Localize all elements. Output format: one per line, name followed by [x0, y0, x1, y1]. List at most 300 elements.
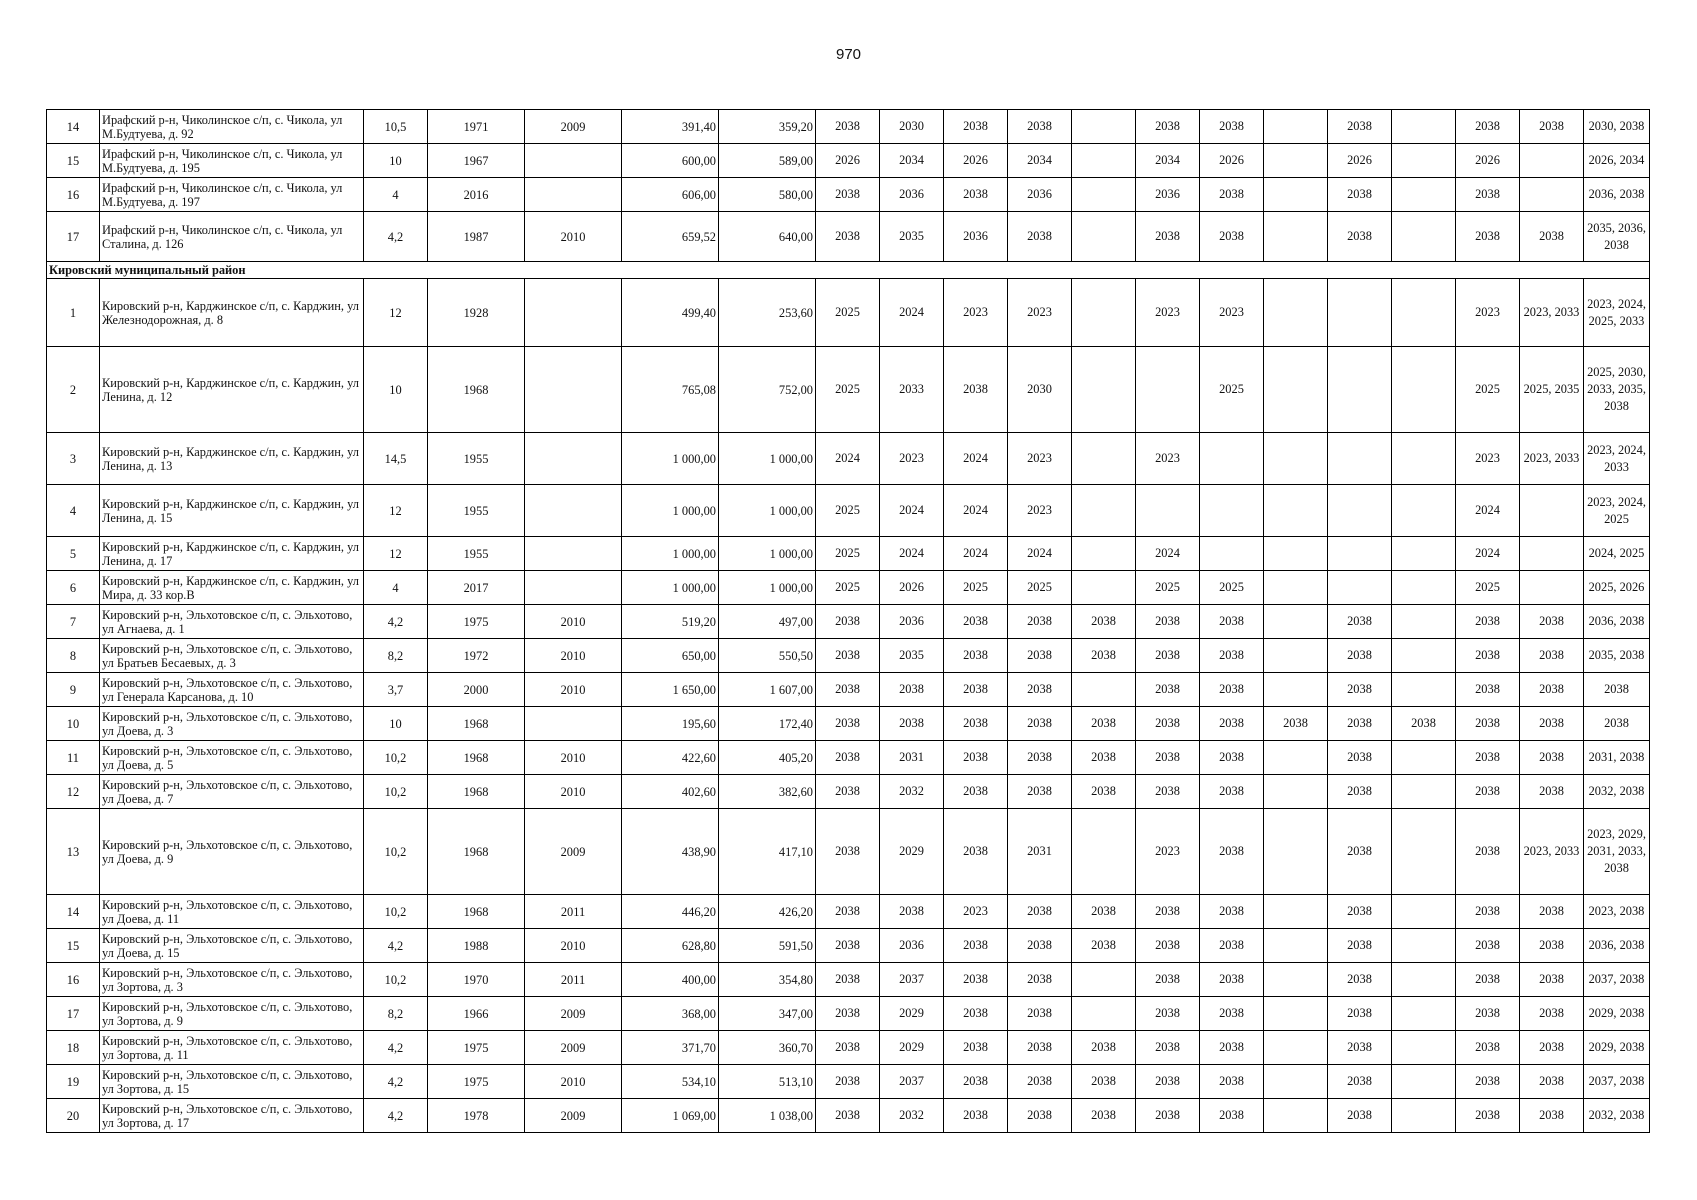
- living-area-cell: 1 000,00: [719, 485, 816, 537]
- work-year-cell: 2038: [1008, 997, 1072, 1031]
- work-year-cell: 2038: [1008, 1031, 1072, 1065]
- work-year-cell: 2038: [1328, 997, 1392, 1031]
- summary-years-cell: 2025, 2026: [1584, 571, 1650, 605]
- work-year-cell: 2038: [1072, 929, 1136, 963]
- work-year-cell: 2038: [816, 1099, 880, 1133]
- work-year-cell: 2025: [816, 537, 880, 571]
- floors-cell: 10,2: [364, 895, 428, 929]
- work-year-cell: 2038: [1456, 178, 1520, 212]
- work-year-cell: 2038: [1328, 809, 1392, 895]
- repair-year-cell: [525, 347, 622, 433]
- work-year-cell: [1264, 775, 1328, 809]
- table-row: [47, 1065, 1650, 1099]
- repair-year-cell: [525, 537, 622, 571]
- built-year-cell: 1972: [428, 639, 525, 673]
- work-year-cell: [1392, 279, 1456, 347]
- work-year-cell: 2038: [816, 929, 880, 963]
- built-year-cell: 1955: [428, 485, 525, 537]
- work-year-cell: 2038: [1200, 707, 1264, 741]
- repair-year-cell: 2011: [525, 963, 622, 997]
- work-year-cell: 2023: [1008, 433, 1072, 485]
- floors-cell: 12: [364, 485, 428, 537]
- work-year-cell: 2024: [880, 279, 944, 347]
- living-area-cell: 497,00: [719, 605, 816, 639]
- summary-years-cell: 2032, 2038: [1584, 775, 1650, 809]
- summary-years-cell: 2037, 2038: [1584, 963, 1650, 997]
- work-year-cell: 2025: [1456, 571, 1520, 605]
- work-year-cell: 2038: [816, 178, 880, 212]
- work-year-cell: [1392, 1099, 1456, 1133]
- housing-repair-table: [46, 109, 1650, 1133]
- section-row: [47, 262, 1650, 279]
- floors-cell: 10: [364, 707, 428, 741]
- summary-years-cell: 2023, 2024, 2033: [1584, 433, 1650, 485]
- work-year-cell: 2026: [1456, 144, 1520, 178]
- work-year-cell: 2038: [1136, 775, 1200, 809]
- repair-year-cell: [525, 571, 622, 605]
- work-year-cell: 2038: [1200, 1099, 1264, 1133]
- table-row: [47, 741, 1650, 775]
- work-year-cell: [1392, 347, 1456, 433]
- work-year-cell: [1392, 997, 1456, 1031]
- work-year-cell: [1392, 963, 1456, 997]
- table-row: [47, 212, 1650, 262]
- work-year-cell: [1392, 485, 1456, 537]
- work-year-cell: [1328, 537, 1392, 571]
- work-year-cell: [1264, 178, 1328, 212]
- address-cell: Кировский р-н, Эльхотовское с/п, с. Эльхотово, ул Доева, д. 15: [100, 929, 364, 963]
- work-year-cell: 2029: [880, 997, 944, 1031]
- work-year-cell: 2026: [880, 571, 944, 605]
- work-year-cell: 2038: [1136, 212, 1200, 262]
- total-area-cell: 368,00: [622, 997, 719, 1031]
- work-year-cell: 2036: [880, 929, 944, 963]
- work-year-cell: 2038: [1392, 707, 1456, 741]
- built-year-cell: 1978: [428, 1099, 525, 1133]
- living-area-cell: 354,80: [719, 963, 816, 997]
- work-year-cell: [1392, 673, 1456, 707]
- work-year-cell: 2024: [1456, 485, 1520, 537]
- work-year-cell: 2038: [1456, 1031, 1520, 1065]
- work-year-cell: 2024: [880, 537, 944, 571]
- living-area-cell: 513,10: [719, 1065, 816, 1099]
- floors-cell: 10,5: [364, 110, 428, 144]
- repair-year-cell: 2009: [525, 1099, 622, 1133]
- living-area-cell: 591,50: [719, 929, 816, 963]
- work-year-cell: 2036: [944, 212, 1008, 262]
- address-cell: Кировский р-н, Эльхотовское с/п, с. Эльхотово, ул Братьев Бесаевых, д. 3: [100, 639, 364, 673]
- repair-year-cell: 2010: [525, 741, 622, 775]
- row-number: 11: [47, 741, 100, 775]
- floors-cell: 10: [364, 347, 428, 433]
- work-year-cell: [1328, 485, 1392, 537]
- work-year-cell: 2038: [1072, 895, 1136, 929]
- row-number: 4: [47, 485, 100, 537]
- work-year-cell: 2038: [816, 997, 880, 1031]
- work-year-cell: [1072, 178, 1136, 212]
- floors-cell: 10: [364, 144, 428, 178]
- work-year-cell: 2038: [1136, 1031, 1200, 1065]
- work-year-cell: [1264, 997, 1328, 1031]
- work-year-cell: 2025: [816, 571, 880, 605]
- floors-cell: 10,2: [364, 741, 428, 775]
- total-area-cell: 400,00: [622, 963, 719, 997]
- table-row: [47, 1031, 1650, 1065]
- built-year-cell: 1968: [428, 347, 525, 433]
- work-year-cell: 2038: [1136, 1065, 1200, 1099]
- repair-year-cell: [525, 279, 622, 347]
- work-year-cell: 2038: [1520, 1065, 1584, 1099]
- summary-years-cell: 2023, 2024, 2025: [1584, 485, 1650, 537]
- repair-year-cell: 2009: [525, 997, 622, 1031]
- work-year-cell: 2038: [944, 929, 1008, 963]
- living-area-cell: 640,00: [719, 212, 816, 262]
- repair-year-cell: 2010: [525, 639, 622, 673]
- work-year-cell: 2024: [880, 485, 944, 537]
- work-year-cell: 2038: [1520, 212, 1584, 262]
- work-year-cell: 2038: [1456, 895, 1520, 929]
- work-year-cell: [1392, 433, 1456, 485]
- work-year-cell: 2038: [1520, 605, 1584, 639]
- work-year-cell: 2025: [1200, 571, 1264, 605]
- work-year-cell: [1392, 144, 1456, 178]
- work-year-cell: 2038: [1072, 1031, 1136, 1065]
- total-area-cell: 606,00: [622, 178, 719, 212]
- total-area-cell: 1 000,00: [622, 537, 719, 571]
- built-year-cell: 1968: [428, 809, 525, 895]
- work-year-cell: 2025: [816, 347, 880, 433]
- work-year-cell: 2038: [944, 1099, 1008, 1133]
- work-year-cell: [1328, 279, 1392, 347]
- living-area-cell: 550,50: [719, 639, 816, 673]
- total-area-cell: 519,20: [622, 605, 719, 639]
- work-year-cell: [1264, 110, 1328, 144]
- repair-year-cell: [525, 433, 622, 485]
- work-year-cell: 2023: [944, 279, 1008, 347]
- work-year-cell: 2038: [816, 809, 880, 895]
- summary-years-cell: 2032, 2038: [1584, 1099, 1650, 1133]
- work-year-cell: [1072, 997, 1136, 1031]
- address-cell: Кировский р-н, Эльхотовское с/п, с. Эльхотово, ул Зортова, д. 15: [100, 1065, 364, 1099]
- work-year-cell: [1072, 963, 1136, 997]
- work-year-cell: 2038: [1200, 110, 1264, 144]
- living-area-cell: 1 000,00: [719, 571, 816, 605]
- work-year-cell: 2038: [1328, 178, 1392, 212]
- row-number: 17: [47, 997, 100, 1031]
- work-year-cell: 2038: [1136, 997, 1200, 1031]
- work-year-cell: 2034: [880, 144, 944, 178]
- work-year-cell: 2025: [944, 571, 1008, 605]
- work-year-cell: [1136, 485, 1200, 537]
- built-year-cell: 2017: [428, 571, 525, 605]
- row-number: 14: [47, 895, 100, 929]
- work-year-cell: 2038: [1456, 1099, 1520, 1133]
- work-year-cell: [1200, 485, 1264, 537]
- work-year-cell: 2038: [944, 809, 1008, 895]
- work-year-cell: [1392, 639, 1456, 673]
- work-year-cell: 2038: [944, 110, 1008, 144]
- table-row: [47, 279, 1650, 347]
- work-year-cell: 2038: [1136, 110, 1200, 144]
- work-year-cell: 2038: [1008, 895, 1072, 929]
- work-year-cell: 2038: [1136, 605, 1200, 639]
- work-year-cell: 2038: [1136, 673, 1200, 707]
- work-year-cell: 2038: [1008, 741, 1072, 775]
- work-year-cell: [1520, 537, 1584, 571]
- work-year-cell: 2038: [816, 963, 880, 997]
- floors-cell: 12: [364, 279, 428, 347]
- work-year-cell: [1200, 433, 1264, 485]
- summary-years-cell: 2029, 2038: [1584, 997, 1650, 1031]
- row-number: 8: [47, 639, 100, 673]
- work-year-cell: 2038: [1456, 605, 1520, 639]
- table-row: [47, 639, 1650, 673]
- work-year-cell: 2038: [1072, 639, 1136, 673]
- floors-cell: 4: [364, 178, 428, 212]
- address-cell: Кировский р-н, Эльхотовское с/п, с. Эльхотово, ул Генерала Карсанова, д. 10: [100, 673, 364, 707]
- work-year-cell: 2024: [944, 485, 1008, 537]
- work-year-cell: [1392, 605, 1456, 639]
- work-year-cell: 2038: [944, 775, 1008, 809]
- work-year-cell: 2038: [1456, 741, 1520, 775]
- work-year-cell: 2038: [944, 741, 1008, 775]
- work-year-cell: [1264, 347, 1328, 433]
- work-year-cell: 2038: [1072, 741, 1136, 775]
- work-year-cell: 2038: [1008, 775, 1072, 809]
- row-number: 7: [47, 605, 100, 639]
- repair-year-cell: 2010: [525, 775, 622, 809]
- work-year-cell: 2038: [1520, 963, 1584, 997]
- page-number: 970: [835, 46, 862, 63]
- work-year-cell: [1392, 895, 1456, 929]
- work-year-cell: 2038: [816, 605, 880, 639]
- row-number: 16: [47, 963, 100, 997]
- work-year-cell: 2038: [944, 178, 1008, 212]
- work-year-cell: 2038: [944, 347, 1008, 433]
- work-year-cell: 2038: [1520, 775, 1584, 809]
- work-year-cell: 2038: [1520, 707, 1584, 741]
- total-area-cell: 391,40: [622, 110, 719, 144]
- row-number: 15: [47, 929, 100, 963]
- work-year-cell: [1264, 1031, 1328, 1065]
- work-year-cell: 2025, 2035: [1520, 347, 1584, 433]
- work-year-cell: 2032: [880, 775, 944, 809]
- floors-cell: 3,7: [364, 673, 428, 707]
- repair-year-cell: 2010: [525, 1065, 622, 1099]
- address-cell: Кировский р-н, Эльхотовское с/п, с. Эльхотово, ул Зортова, д. 3: [100, 963, 364, 997]
- work-year-cell: 2038: [1456, 110, 1520, 144]
- work-year-cell: [1392, 1031, 1456, 1065]
- work-year-cell: 2038: [944, 605, 1008, 639]
- table-row: [47, 1099, 1650, 1133]
- table-row: [47, 433, 1650, 485]
- address-cell: Кировский р-н, Эльхотовское с/п, с. Эльхотово, ул Агнаева, д. 1: [100, 605, 364, 639]
- work-year-cell: [1200, 537, 1264, 571]
- built-year-cell: 1970: [428, 963, 525, 997]
- work-year-cell: 2038: [1520, 895, 1584, 929]
- living-area-cell: 417,10: [719, 809, 816, 895]
- living-area-cell: 752,00: [719, 347, 816, 433]
- row-number: 13: [47, 809, 100, 895]
- work-year-cell: 2038: [1008, 212, 1072, 262]
- living-area-cell: 1 607,00: [719, 673, 816, 707]
- work-year-cell: [1264, 605, 1328, 639]
- work-year-cell: 2024: [1008, 537, 1072, 571]
- address-cell: Кировский р-н, Эльхотовское с/п, с. Эльхотово, ул Зортова, д. 11: [100, 1031, 364, 1065]
- row-number: 17: [47, 212, 100, 262]
- summary-years-cell: 2038: [1584, 707, 1650, 741]
- table-row: [47, 809, 1650, 895]
- work-year-cell: 2038: [1200, 929, 1264, 963]
- summary-years-cell: 2036, 2038: [1584, 178, 1650, 212]
- built-year-cell: 1988: [428, 929, 525, 963]
- row-number: 18: [47, 1031, 100, 1065]
- work-year-cell: [1392, 178, 1456, 212]
- address-cell: Кировский р-н, Эльхотовское с/п, с. Эльхотово, ул Доева, д. 7: [100, 775, 364, 809]
- repair-year-cell: 2011: [525, 895, 622, 929]
- work-year-cell: 2038: [1456, 963, 1520, 997]
- address-cell: Кировский р-н, Эльхотовское с/п, с. Эльхотово, ул Доева, д. 11: [100, 895, 364, 929]
- work-year-cell: 2025: [1136, 571, 1200, 605]
- work-year-cell: 2023: [1136, 433, 1200, 485]
- work-year-cell: [1072, 110, 1136, 144]
- work-year-cell: 2038: [1456, 997, 1520, 1031]
- repair-year-cell: [525, 485, 622, 537]
- floors-cell: 12: [364, 537, 428, 571]
- work-year-cell: 2038: [1328, 673, 1392, 707]
- total-area-cell: 1 000,00: [622, 571, 719, 605]
- work-year-cell: 2023: [880, 433, 944, 485]
- total-area-cell: 534,10: [622, 1065, 719, 1099]
- work-year-cell: [1520, 144, 1584, 178]
- work-year-cell: 2038: [816, 673, 880, 707]
- work-year-cell: 2030: [880, 110, 944, 144]
- work-year-cell: 2025: [816, 279, 880, 347]
- address-cell: Ирафский р-н, Чиколинское с/п, с. Чикола, ул М.Будтуева, д. 197: [100, 178, 364, 212]
- table-row: [47, 178, 1650, 212]
- floors-cell: 4,2: [364, 1099, 428, 1133]
- work-year-cell: 2031: [1008, 809, 1072, 895]
- work-year-cell: 2038: [1456, 775, 1520, 809]
- work-year-cell: 2038: [944, 1031, 1008, 1065]
- work-year-cell: 2038: [1008, 707, 1072, 741]
- living-area-cell: 1 038,00: [719, 1099, 816, 1133]
- work-year-cell: 2025: [1200, 347, 1264, 433]
- summary-years-cell: 2025, 2030, 2033, 2035, 2038: [1584, 347, 1650, 433]
- total-area-cell: 195,60: [622, 707, 719, 741]
- work-year-cell: [1072, 212, 1136, 262]
- table-row: [47, 963, 1650, 997]
- work-year-cell: [1392, 537, 1456, 571]
- total-area-cell: 1 000,00: [622, 433, 719, 485]
- work-year-cell: 2038: [1520, 1099, 1584, 1133]
- total-area-cell: 422,60: [622, 741, 719, 775]
- work-year-cell: 2026: [1200, 144, 1264, 178]
- built-year-cell: 1975: [428, 605, 525, 639]
- work-year-cell: 2038: [1520, 997, 1584, 1031]
- work-year-cell: 2038: [1456, 212, 1520, 262]
- work-year-cell: 2038: [1008, 929, 1072, 963]
- work-year-cell: 2038: [1136, 707, 1200, 741]
- work-year-cell: [1072, 433, 1136, 485]
- work-year-cell: 2024: [944, 537, 1008, 571]
- address-cell: Кировский р-н, Эльхотовское с/п, с. Эльхотово, ул Зортова, д. 17: [100, 1099, 364, 1133]
- work-year-cell: 2023: [1456, 433, 1520, 485]
- built-year-cell: 1975: [428, 1065, 525, 1099]
- repair-year-cell: 2009: [525, 809, 622, 895]
- table-row: [47, 929, 1650, 963]
- built-year-cell: 1968: [428, 741, 525, 775]
- work-year-cell: 2038: [1328, 639, 1392, 673]
- work-year-cell: [1072, 279, 1136, 347]
- summary-years-cell: 2036, 2038: [1584, 929, 1650, 963]
- summary-years-cell: 2035, 2036, 2038: [1584, 212, 1650, 262]
- work-year-cell: 2034: [1008, 144, 1072, 178]
- living-area-cell: 172,40: [719, 707, 816, 741]
- built-year-cell: 1968: [428, 895, 525, 929]
- work-year-cell: 2038: [1264, 707, 1328, 741]
- work-year-cell: [1264, 1099, 1328, 1133]
- table-row: [47, 775, 1650, 809]
- work-year-cell: 2037: [880, 963, 944, 997]
- work-year-cell: 2038: [1520, 673, 1584, 707]
- row-number: 1: [47, 279, 100, 347]
- repair-year-cell: 2010: [525, 605, 622, 639]
- work-year-cell: 2038: [816, 775, 880, 809]
- work-year-cell: 2023: [1200, 279, 1264, 347]
- work-year-cell: 2038: [944, 963, 1008, 997]
- work-year-cell: 2023: [1008, 279, 1072, 347]
- address-cell: Кировский р-н, Карджинское с/п, с. Карджин, ул Ленина, д. 17: [100, 537, 364, 571]
- work-year-cell: [1072, 144, 1136, 178]
- address-cell: Кировский р-н, Эльхотовское с/п, с. Эльхотово, ул Зортова, д. 9: [100, 997, 364, 1031]
- work-year-cell: [1264, 809, 1328, 895]
- work-year-cell: 2036: [880, 178, 944, 212]
- work-year-cell: 2038: [1200, 741, 1264, 775]
- living-area-cell: 359,20: [719, 110, 816, 144]
- work-year-cell: 2038: [1200, 775, 1264, 809]
- work-year-cell: 2038: [816, 707, 880, 741]
- summary-years-cell: 2024, 2025: [1584, 537, 1650, 571]
- summary-years-cell: 2026, 2034: [1584, 144, 1650, 178]
- table-row: [47, 571, 1650, 605]
- built-year-cell: 2016: [428, 178, 525, 212]
- table-row: [47, 997, 1650, 1031]
- work-year-cell: [1392, 571, 1456, 605]
- living-area-cell: 426,20: [719, 895, 816, 929]
- work-year-cell: [1392, 741, 1456, 775]
- work-year-cell: 2038: [1200, 639, 1264, 673]
- work-year-cell: 2038: [1072, 707, 1136, 741]
- work-year-cell: 2038: [1456, 929, 1520, 963]
- work-year-cell: [1328, 347, 1392, 433]
- work-year-cell: 2038: [1008, 963, 1072, 997]
- work-year-cell: 2038: [1200, 809, 1264, 895]
- work-year-cell: 2038: [1456, 1065, 1520, 1099]
- work-year-cell: 2025: [816, 485, 880, 537]
- floors-cell: 4,2: [364, 1031, 428, 1065]
- table-row: [47, 605, 1650, 639]
- work-year-cell: 2024: [1136, 537, 1200, 571]
- address-cell: Ирафский р-н, Чиколинское с/п, с. Чикола, ул Сталина, д. 126: [100, 212, 364, 262]
- address-cell: Кировский р-н, Карджинское с/п, с. Карджин, ул Мира, д. 33 кор.В: [100, 571, 364, 605]
- row-number: 5: [47, 537, 100, 571]
- work-year-cell: [1264, 673, 1328, 707]
- address-cell: Кировский р-н, Эльхотовское с/п, с. Эльхотово, ул Доева, д. 5: [100, 741, 364, 775]
- work-year-cell: 2038: [1200, 178, 1264, 212]
- work-year-cell: 2038: [1072, 775, 1136, 809]
- work-year-cell: [1328, 433, 1392, 485]
